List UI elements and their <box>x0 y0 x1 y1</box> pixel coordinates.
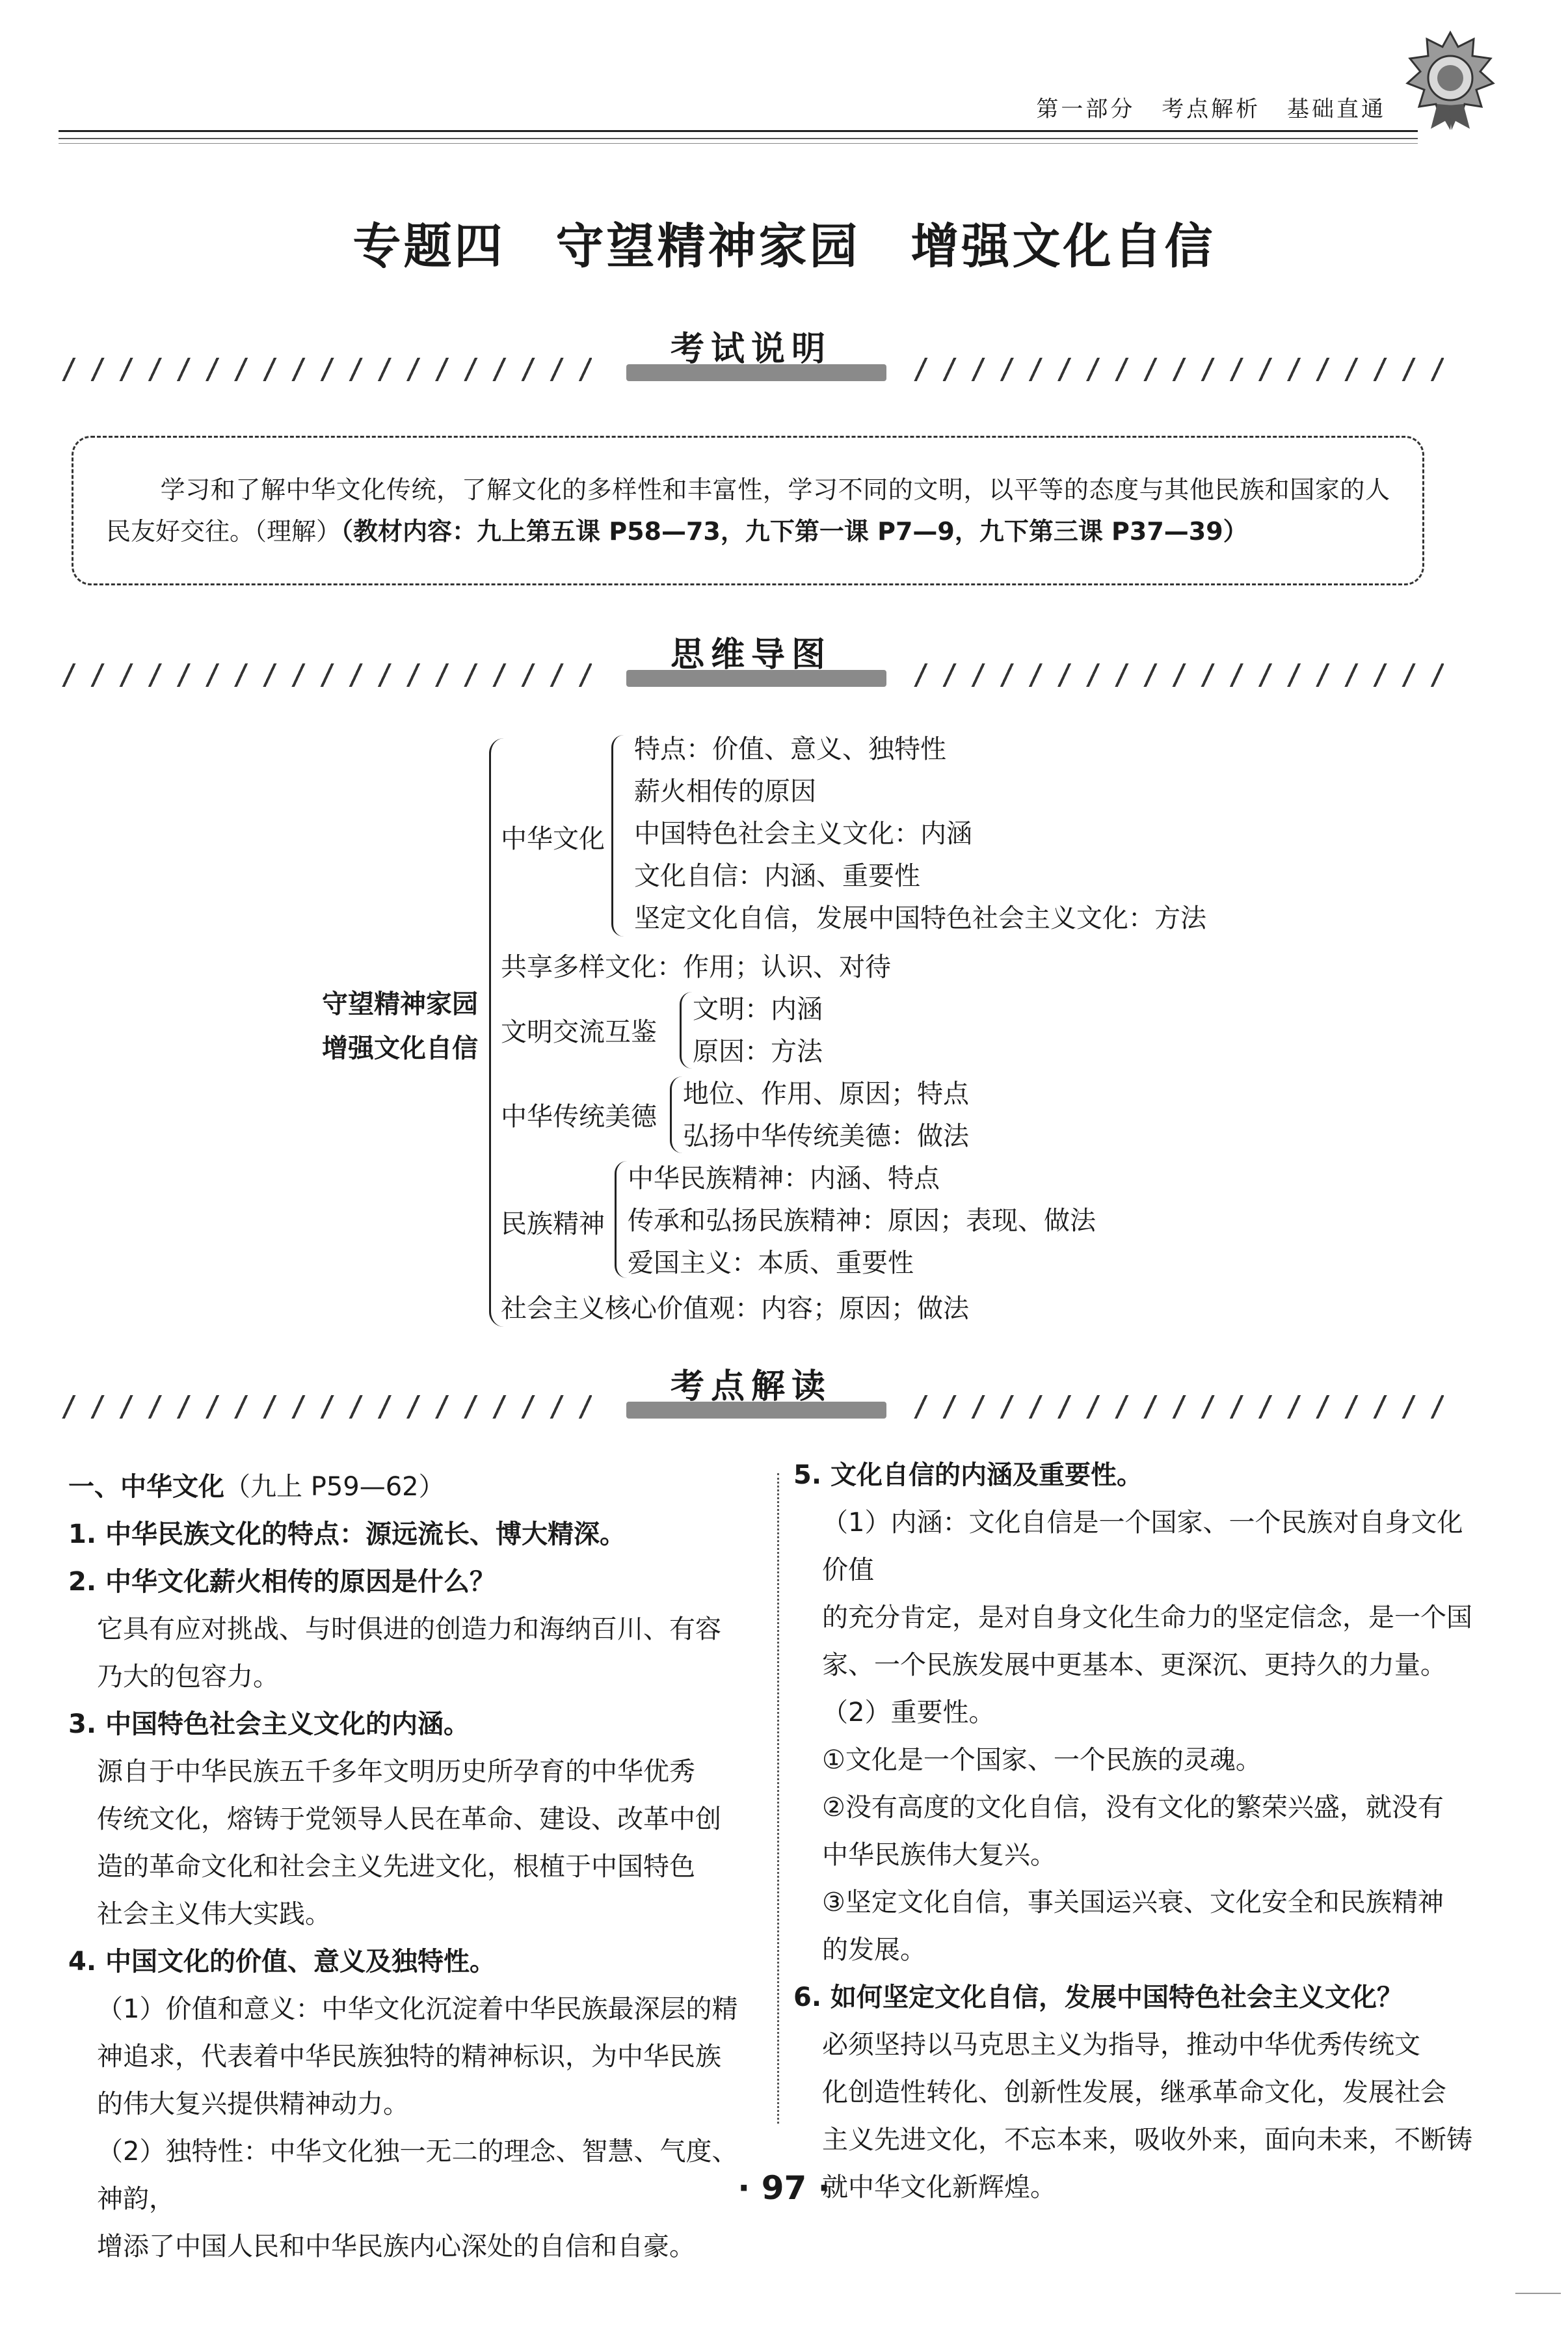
topic-heading-text: 一、中华文化 <box>68 1472 224 1502</box>
answer-line: 传统文化，熔铸于党领导人民在革命、建设、改革中创 <box>97 1804 721 1834</box>
mindmap-leaf: 原因：方法 <box>693 1037 823 1067</box>
answer-line: 中华民族伟大复兴。 <box>822 1840 1056 1870</box>
answer-line: 社会主义伟大实践。 <box>97 1899 331 1929</box>
column-divider <box>777 1473 779 2124</box>
corner-mark <box>1515 2293 1561 2294</box>
answer-line: 的伟大复兴提供精神动力。 <box>97 2089 409 2119</box>
hatch-decoration <box>59 663 592 687</box>
hatch-decoration <box>910 1395 1444 1419</box>
exam-reference: （教材内容：九上第五课 P58—73，九下第一课 P7—9，九下第三课 P37—39） <box>341 517 1248 546</box>
answer-line: ②没有高度的文化自信，没有文化的繁荣兴盛，就没有 <box>822 1793 1444 1822</box>
answer-line: （2）独特性：中华文化独一无二的理念、智慧、气度、神韵， <box>97 2137 738 2214</box>
left-column <box>68 1463 761 2271</box>
answer-line: 的充分肯定，是对自身文化生命力的坚定信念，是一个国 <box>822 1603 1472 1633</box>
hatch-decoration <box>910 663 1444 687</box>
exam-description-box <box>72 436 1424 585</box>
medal-emblem-icon <box>1398 26 1502 130</box>
answer-line: 造的革命文化和社会主义先进文化，根植于中国特色 <box>97 1852 695 1882</box>
section-title: 考试说明 <box>621 327 881 372</box>
mindmap-branch-label: 民族精神 <box>501 1209 605 1239</box>
header-rule <box>59 143 1418 144</box>
answer-line: 家、一个民族发展中更基本、更深沉、更持久的力量。 <box>822 1650 1446 1680</box>
mindmap-brace <box>670 1076 682 1153</box>
mindmap-branch-label: 中华传统美德 <box>501 1102 657 1132</box>
answer-line: （1）内涵：文化自信是一个国家、一个民族对自身文化价值 <box>822 1508 1463 1585</box>
answer-line: 必须坚持以马克思主义为指导，推动中华优秀传统文 <box>822 2030 1420 2060</box>
mindmap-brace <box>680 992 692 1069</box>
mindmap-root-line: 守望精神家园 <box>322 989 478 1019</box>
answer-line: 的发展。 <box>822 1935 926 1965</box>
mindmap-leaf: 文化自信：内涵、重要性 <box>634 861 920 891</box>
mindmap-leaf: 文明：内涵 <box>693 994 823 1024</box>
header-series: 基础直通 <box>1287 96 1386 122</box>
answer-line: 源自于中华民族五千多年文明历史所孕育的中华优秀 <box>97 1757 695 1787</box>
mindmap-leaf: 传承和弘扬民族精神：原因；表现、做法 <box>628 1206 1096 1236</box>
question: 5. 文化自信的内涵及重要性。 <box>793 1460 1143 1490</box>
exam-paragraph <box>106 469 1390 552</box>
page-number: · 97 · <box>737 2169 831 2207</box>
answer-line: 神追求，代表着中华民族独特的精神标识，为中华民族 <box>97 2042 721 2072</box>
question: 2. 中华文化薪火相传的原因是什么？ <box>68 1567 496 1597</box>
answer-line: 它具有应对挑战、与时俱进的创造力和海纳百川、有容 <box>97 1614 721 1644</box>
mindmap-leaf: 爱国主义：本质、重要性 <box>628 1248 914 1278</box>
right-column <box>793 1452 1483 2211</box>
running-header <box>1019 91 1386 123</box>
mindmap-leaf: 中华民族精神：内涵、特点 <box>628 1164 940 1194</box>
answer-line: ③坚定文化自信，事关国运兴衰、文化安全和民族精神 <box>822 1888 1444 1917</box>
hatch-decoration <box>59 1395 592 1419</box>
question: 3. 中国特色社会主义文化的内涵。 <box>68 1709 470 1739</box>
mindmap-root-line: 增强文化自信 <box>322 1034 478 1063</box>
answer-line: （2）重要性。 <box>822 1698 995 1728</box>
hatch-decoration <box>910 358 1444 381</box>
answer-line: 就中华文化新辉煌。 <box>822 2172 1056 2202</box>
header-section: 考点解析 <box>1162 96 1261 122</box>
section-title: 考点解读 <box>621 1364 881 1409</box>
section-title: 思维导图 <box>621 632 881 678</box>
mindmap-leaf: 薪火相传的原因 <box>634 777 816 807</box>
header-part: 第一部分 <box>1036 96 1136 122</box>
section-header-exam <box>59 330 1444 384</box>
mindmap-branch-label: 共享多样文化：作用；认识、对待 <box>501 952 891 982</box>
mindmap-branch-label: 文明交流互鉴 <box>501 1017 657 1047</box>
exam-text: 学习和了解中华文化传统，了解文化的多样性和丰富性，学习不同的文明，以平等的态度与其他民族和国家的人民友好交往。（理解） <box>106 475 1390 546</box>
answer-line: 乃大的包容力。 <box>97 1662 279 1692</box>
mindmap-leaf: 地位、作用、原因；特点 <box>683 1079 969 1109</box>
answer-line: 主义先进文化，不忘本来，吸收外来，面向未来，不断铸 <box>822 2125 1472 2155</box>
answer-line: （1）价值和意义：中华文化沉淀着中华民族最深层的精 <box>97 1994 738 2024</box>
mindmap-branch-label: 中华文化 <box>501 824 605 854</box>
topic-heading-ref: （九上 P59—62） <box>224 1472 445 1502</box>
topic-heading <box>68 1463 761 1511</box>
answer-line: ①文化是一个国家、一个民族的灵魂。 <box>822 1745 1262 1775</box>
mindmap-brace <box>615 1161 627 1278</box>
header-rule <box>59 138 1418 139</box>
answer-line: 化创造性转化、创新性发展，继承革命文化，发展社会 <box>822 2077 1446 2107</box>
section-header-points <box>59 1367 1444 1421</box>
section-header-mindmap <box>59 635 1444 689</box>
mindmap-branch-label: 社会主义核心价值观：内容；原因；做法 <box>501 1294 969 1324</box>
mindmap-leaf: 特点：价值、意义、独特性 <box>634 734 946 764</box>
mindmap-brace <box>611 735 624 937</box>
mindmap-leaf: 中国特色社会主义文化：内涵 <box>634 819 972 849</box>
hatch-decoration <box>59 358 592 381</box>
mindmap-leaf: 弘扬中华传统美德：做法 <box>683 1121 969 1151</box>
mindmap-root <box>312 982 488 1071</box>
page-title: 专题四 守望精神家园 增强文化自信 <box>352 219 1216 274</box>
mindmap-leaf: 坚定文化自信，发展中国特色社会主义文化：方法 <box>634 903 1206 933</box>
question: 6. 如何坚定文化自信，发展中国特色社会主义文化？ <box>793 1982 1403 2012</box>
header-rule <box>59 130 1418 132</box>
answer-line: 增添了中国人民和中华民族内心深处的自信和自豪。 <box>97 2232 695 2262</box>
question: 1. 中华民族文化的特点：源远流长、博大精深。 <box>68 1519 626 1549</box>
question: 4. 中国文化的价值、意义及独特性。 <box>68 1947 496 1977</box>
